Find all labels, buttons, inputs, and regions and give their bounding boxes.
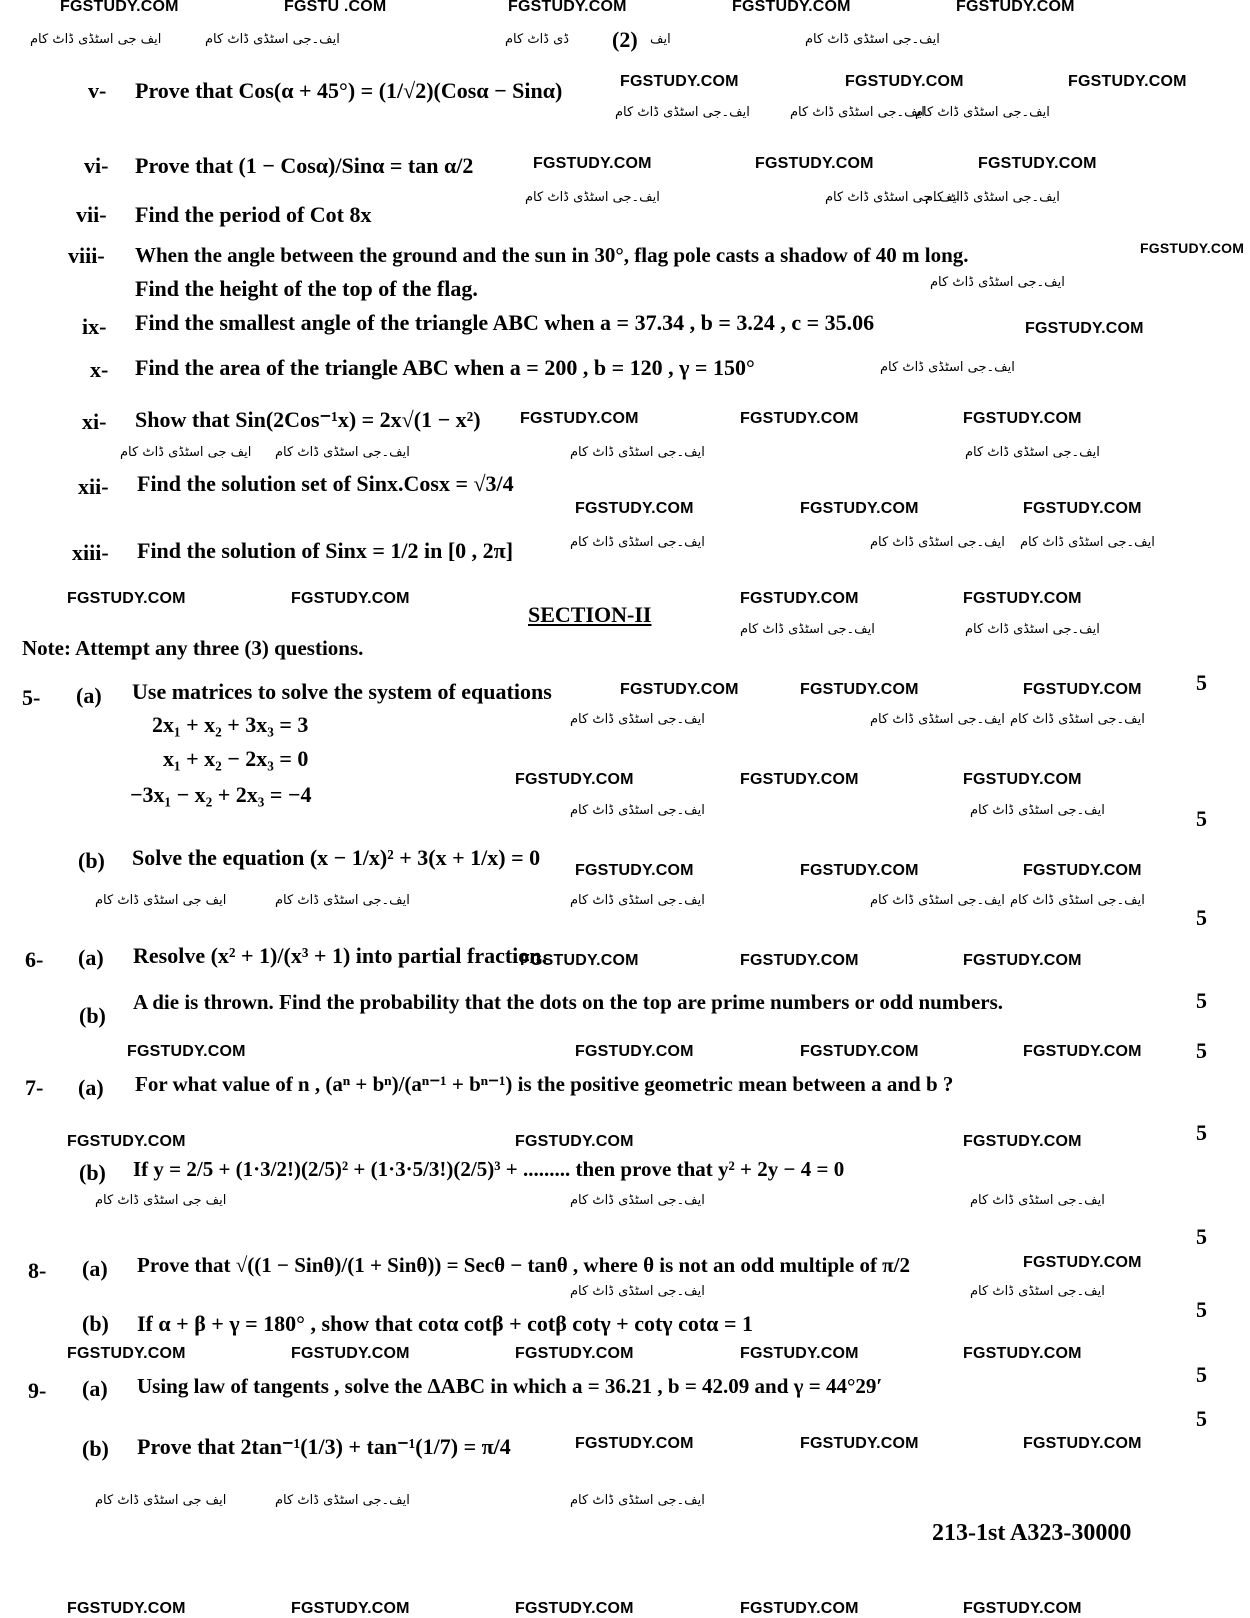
question-text: Find the solution of Sinx = 1/2 in [0 , 2π]: [137, 538, 514, 563]
watermark-urdu: ایف: [650, 32, 671, 47]
question-number: v-: [88, 78, 107, 103]
question-text: Solve the equation (x − 1/x)² + 3(x + 1/x) = 0: [132, 845, 541, 870]
question-text: Use matrices to solve the system of equations: [132, 679, 552, 704]
watermark-urdu: ایف۔جی اسٹڈی ڈاٹ کام: [965, 445, 1100, 460]
watermark-urdu: ایف۔جی اسٹڈی ڈاٹ کام: [740, 622, 875, 637]
watermark-text: FGSTUDY.COM: [963, 1345, 1082, 1362]
watermark-urdu: ایف۔جی اسٹڈی ڈاٹ کام: [275, 1493, 410, 1508]
watermark-urdu: ایف جی اسٹڈی ڈاٹ کام: [95, 1193, 227, 1208]
part-label: (b): [82, 1311, 109, 1336]
question-number: 9-: [28, 1378, 47, 1403]
watermark-urdu: ڈی ڈاٹ کام: [505, 32, 570, 47]
watermark-urdu: ایف جی اسٹڈی ڈاٹ کام: [95, 893, 227, 908]
equation: 2x₁ + x₂ + 3x₃ = 3: [152, 712, 309, 737]
watermark-urdu: ایف۔جی اسٹڈی ڈاٹ کام: [570, 1493, 705, 1508]
watermark-text: FGSTUDY.COM: [1023, 681, 1142, 698]
watermark-urdu: ایف۔جی اسٹڈی ڈاٹ کام: [275, 893, 410, 908]
question-number: xii-: [78, 474, 109, 499]
watermark-text: FGSTUDY.COM: [1023, 1043, 1142, 1060]
watermark-text: FGSTUDY.COM: [1140, 240, 1245, 256]
question-text: Using law of tangents , solve the ΔABC in which a = 36.21 , b = 42.09 and γ = 44°29′: [137, 1374, 883, 1398]
part-label: (a): [82, 1376, 108, 1401]
watermark-text: FGSTUDY.COM: [800, 1435, 919, 1452]
watermark-text: FGSTUDY.COM: [1023, 1435, 1142, 1452]
watermark-text: FGSTUDY.COM: [620, 681, 739, 698]
section-note: Note: Attempt any three (3) questions.: [22, 636, 364, 660]
watermark-urdu: ایف۔جی اسٹڈی ڈاٹ کام: [1010, 893, 1145, 908]
watermark-text: FGSTUDY.COM: [800, 862, 919, 879]
equation: x₁ + x₂ − 2x₃ = 0: [163, 746, 309, 771]
watermark-urdu: ایف۔جی اسٹڈی ڈاٹ کام: [570, 445, 705, 460]
question-number: x-: [90, 357, 109, 382]
watermark-urdu: ایف۔جی اسٹڈی ڈاٹ کام: [930, 275, 1065, 290]
watermark-text: FGSTUDY.COM: [515, 1345, 634, 1362]
watermark-text: FGSTUDY.COM: [845, 73, 964, 90]
marks-value: 5: [1196, 1362, 1207, 1387]
question-text: Show that Sin(2Cos⁻¹x) = 2x√(1 − x²): [135, 407, 481, 432]
question-number: vii-: [76, 202, 107, 227]
watermark-urdu: ایف جی اسٹڈی ڈاٹ کام: [30, 32, 162, 47]
watermark-text: FGSTUDY.COM: [963, 1133, 1082, 1150]
marks-value: 5: [1196, 988, 1207, 1013]
watermark-urdu: ایف۔جی اسٹڈی ڈاٹ کام: [880, 360, 1015, 375]
marks-value: 5: [1196, 905, 1207, 930]
watermark-text: FGSTUDY.COM: [1068, 73, 1187, 90]
question-text: Find the solution set of Sinx.Cosx = √3/4: [137, 471, 514, 496]
watermark-urdu: ایف۔جی اسٹڈی ڈاٹ کام: [570, 803, 705, 818]
question-text: If α + β + γ = 180° , show that cotα cotβ + cotβ cotγ + cotγ cotα = 1: [137, 1311, 753, 1336]
question-text: Prove that Cos(α + 45°) = (1/√2)(Cosα − Sinα): [135, 78, 563, 103]
watermark-text: FGSTUDY.COM: [67, 1600, 186, 1617]
watermark-text: FGSTUDY.COM: [533, 155, 652, 172]
watermark-urdu: ایف جی اسٹڈی ڈاٹ کام: [120, 445, 252, 460]
watermark-urdu: ایف۔جی اسٹڈی ڈاٹ کام: [570, 535, 705, 550]
question-number: 5-: [22, 685, 41, 710]
watermark-text: FGSTUDY.COM: [740, 952, 859, 969]
marks-value: 5: [1196, 1224, 1207, 1249]
page-number: (2): [612, 27, 638, 52]
question-text: Resolve (x² + 1)/(x³ + 1) into partial fraction.: [133, 943, 548, 968]
watermark-urdu: ایف۔جی اسٹڈی ڈاٹ کام: [965, 622, 1100, 637]
watermark-urdu: ایف۔جی اسٹڈی ڈاٹ کام: [790, 105, 925, 120]
marks-value: 5: [1196, 1120, 1207, 1145]
question-text: When the angle between the ground and the sun in 30°, flag pole casts a shadow of 40 m long.: [135, 243, 969, 267]
section-title: SECTION-II: [528, 602, 652, 627]
marks-value: 5: [1196, 1297, 1207, 1322]
part-label: (a): [78, 945, 104, 970]
paper-code: 213-1st A323-30000: [932, 1520, 1132, 1546]
watermark-text: FGSTU .COM: [284, 0, 387, 15]
watermark-text: FGSTUDY.COM: [520, 952, 639, 969]
question-text: Prove that √((1 − Sinθ)/(1 + Sinθ)) = Secθ − tanθ , where θ is not an odd multiple of π/2: [137, 1253, 911, 1277]
watermark-urdu: ایف۔جی اسٹڈی ڈاٹ کام: [275, 445, 410, 460]
marks-value: 5: [1196, 670, 1207, 695]
part-label: (b): [79, 1160, 106, 1185]
watermark-urdu: ایف۔جی اسٹڈی ڈاٹ کام: [525, 190, 660, 205]
watermark-text: FGSTUDY.COM: [620, 73, 739, 90]
part-label: (b): [79, 1003, 106, 1028]
watermark-text: FGSTUDY.COM: [800, 500, 919, 517]
watermark-urdu: ایف۔جی اسٹڈی ڈاٹ کام: [925, 190, 1060, 205]
watermark-text: FGSTUDY.COM: [732, 0, 851, 15]
watermark-text: FGSTUDY.COM: [291, 1345, 410, 1362]
watermark-text: FGSTUDY.COM: [515, 1600, 634, 1617]
watermark-text: FGSTUDY.COM: [800, 681, 919, 698]
question-text: If y = 2/5 + (1·3/2!)(2/5)² + (1·3·5/3!)(2/5)³ + ......... then prove that y² + 2y − 4 = 0: [133, 1157, 845, 1181]
watermark-text: FGSTUDY.COM: [127, 1043, 246, 1060]
question-text: Find the area of the triangle ABC when a = 200 , b = 120 , γ = 150°: [135, 355, 755, 380]
watermark-text: FGSTUDY.COM: [740, 1600, 859, 1617]
watermark-urdu: ایف۔جی اسٹڈی ڈاٹ کام: [1020, 535, 1155, 550]
equation: −3x₁ − x₂ + 2x₃ = −4: [130, 782, 312, 807]
watermark-urdu: ایف۔جی اسٹڈی ڈاٹ کام: [870, 712, 1005, 727]
watermark-text: FGSTUDY.COM: [1023, 1254, 1142, 1271]
question-text: Find the smallest angle of the triangle ABC when a = 37.34 , b = 3.24 , c = 35.06: [135, 310, 875, 335]
watermark-text: FGSTUDY.COM: [740, 410, 859, 427]
watermark-text: FGSTUDY.COM: [755, 155, 874, 172]
watermark-urdu: ایف۔جی اسٹڈی ڈاٹ کام: [570, 712, 705, 727]
watermark-text: FGSTUDY.COM: [515, 771, 634, 788]
watermark-text: FGSTUDY.COM: [1023, 500, 1142, 517]
question-text: Prove that 2tan⁻¹(1/3) + tan⁻¹(1/7) = π/4: [137, 1434, 511, 1459]
watermark-text: FGSTUDY.COM: [291, 1600, 410, 1617]
watermark-text: FGSTUDY.COM: [963, 590, 1082, 607]
watermark-text: FGSTUDY.COM: [575, 1435, 694, 1452]
watermark-text: FGSTUDY.COM: [575, 862, 694, 879]
marks-value: 5: [1196, 1406, 1207, 1431]
watermark-urdu: ایف۔جی اسٹڈی ڈاٹ کام: [570, 893, 705, 908]
watermark-text: FGSTUDY.COM: [575, 500, 694, 517]
part-label: (a): [78, 1075, 104, 1100]
question-number: viii-: [68, 243, 105, 268]
part-label: (a): [76, 683, 102, 708]
watermark-text: FGSTUDY.COM: [740, 1345, 859, 1362]
watermark-text: FGSTUDY.COM: [575, 1043, 694, 1060]
watermark-urdu: ایف۔جی اسٹڈی ڈاٹ کام: [1010, 712, 1145, 727]
watermark-urdu: ایف۔جی اسٹڈی ڈاٹ کام: [825, 190, 960, 205]
watermark-text: FGSTUDY.COM: [67, 1133, 186, 1150]
watermark-urdu: ایف جی اسٹڈی ڈاٹ کام: [95, 1493, 227, 1508]
part-label: (a): [82, 1256, 108, 1281]
watermark-urdu: ایف۔جی اسٹڈی ڈاٹ کام: [915, 105, 1050, 120]
part-label: (b): [82, 1436, 109, 1461]
marks-value: 5: [1196, 806, 1207, 831]
watermark-urdu: ایف۔جی اسٹڈی ڈاٹ کام: [870, 893, 1005, 908]
watermark-urdu: ایف۔جی اسٹڈی ڈاٹ کام: [805, 32, 940, 47]
watermark-text: FGSTUDY.COM: [956, 0, 1075, 15]
watermark-text: FGSTUDY.COM: [740, 590, 859, 607]
watermark-urdu: ایف۔جی اسٹڈی ڈاٹ کام: [570, 1193, 705, 1208]
watermark-text: FGSTUDY.COM: [1023, 862, 1142, 879]
watermark-text: FGSTUDY.COM: [963, 410, 1082, 427]
question-number: xiii-: [72, 540, 109, 565]
watermark-urdu: ایف۔جی اسٹڈی ڈاٹ کام: [970, 1193, 1105, 1208]
question-number: ix-: [82, 314, 107, 339]
question-text: A die is thrown. Find the probability that the dots on the top are prime numbers or odd numbers.: [133, 990, 1004, 1014]
watermark-text: FGSTUDY.COM: [978, 155, 1097, 172]
question-number: xi-: [82, 409, 107, 434]
question-number: 8-: [28, 1258, 47, 1283]
question-number: 7-: [25, 1075, 44, 1100]
part-label: (b): [78, 848, 105, 873]
watermark-urdu: ایف۔جی اسٹڈی ڈاٹ کام: [970, 1284, 1105, 1299]
watermark-text: FGSTUDY.COM: [508, 0, 627, 15]
watermark-text: FGSTUDY.COM: [963, 952, 1082, 969]
watermark-text: FGSTUDY.COM: [67, 590, 186, 607]
watermark-text: FGSTUDY.COM: [291, 590, 410, 607]
question-number: 6-: [25, 947, 44, 972]
question-number: vi-: [84, 153, 109, 178]
watermark-urdu: ایف۔جی اسٹڈی ڈاٹ کام: [615, 105, 750, 120]
watermark-text: FGSTUDY.COM: [800, 1043, 919, 1060]
watermark-text: FGSTUDY.COM: [1025, 320, 1144, 337]
watermark-urdu: ایف۔جی اسٹڈی ڈاٹ کام: [870, 535, 1005, 550]
watermark-text: FGSTUDY.COM: [740, 771, 859, 788]
watermark-text: FGSTUDY.COM: [963, 771, 1082, 788]
question-text: Prove that (1 − Cosα)/Sinα = tan α/2: [135, 153, 474, 178]
watermark-urdu: ایف۔جی اسٹڈی ڈاٹ کام: [570, 1284, 705, 1299]
watermark-text: FGSTUDY.COM: [963, 1600, 1082, 1617]
question-text: For what value of n , (aⁿ + bⁿ)/(aⁿ⁻¹ + bⁿ⁻¹) is the positive geometric mean between a and b ?: [135, 1072, 954, 1096]
watermark-urdu: ایف۔جی اسٹڈی ڈاٹ کام: [970, 803, 1105, 818]
watermark-text: FGSTUDY.COM: [67, 1345, 186, 1362]
marks-value: 5: [1196, 1038, 1207, 1063]
question-text-line2: Find the height of the top of the flag.: [135, 276, 478, 301]
watermark-urdu: ایف۔جی اسٹڈی ڈاٹ کام: [205, 32, 340, 47]
watermark-text: FGSTUDY.COM: [60, 0, 179, 15]
watermark-text: FGSTUDY.COM: [520, 410, 639, 427]
watermark-text: FGSTUDY.COM: [515, 1133, 634, 1150]
question-text: Find the period of Cot 8x: [135, 202, 372, 227]
